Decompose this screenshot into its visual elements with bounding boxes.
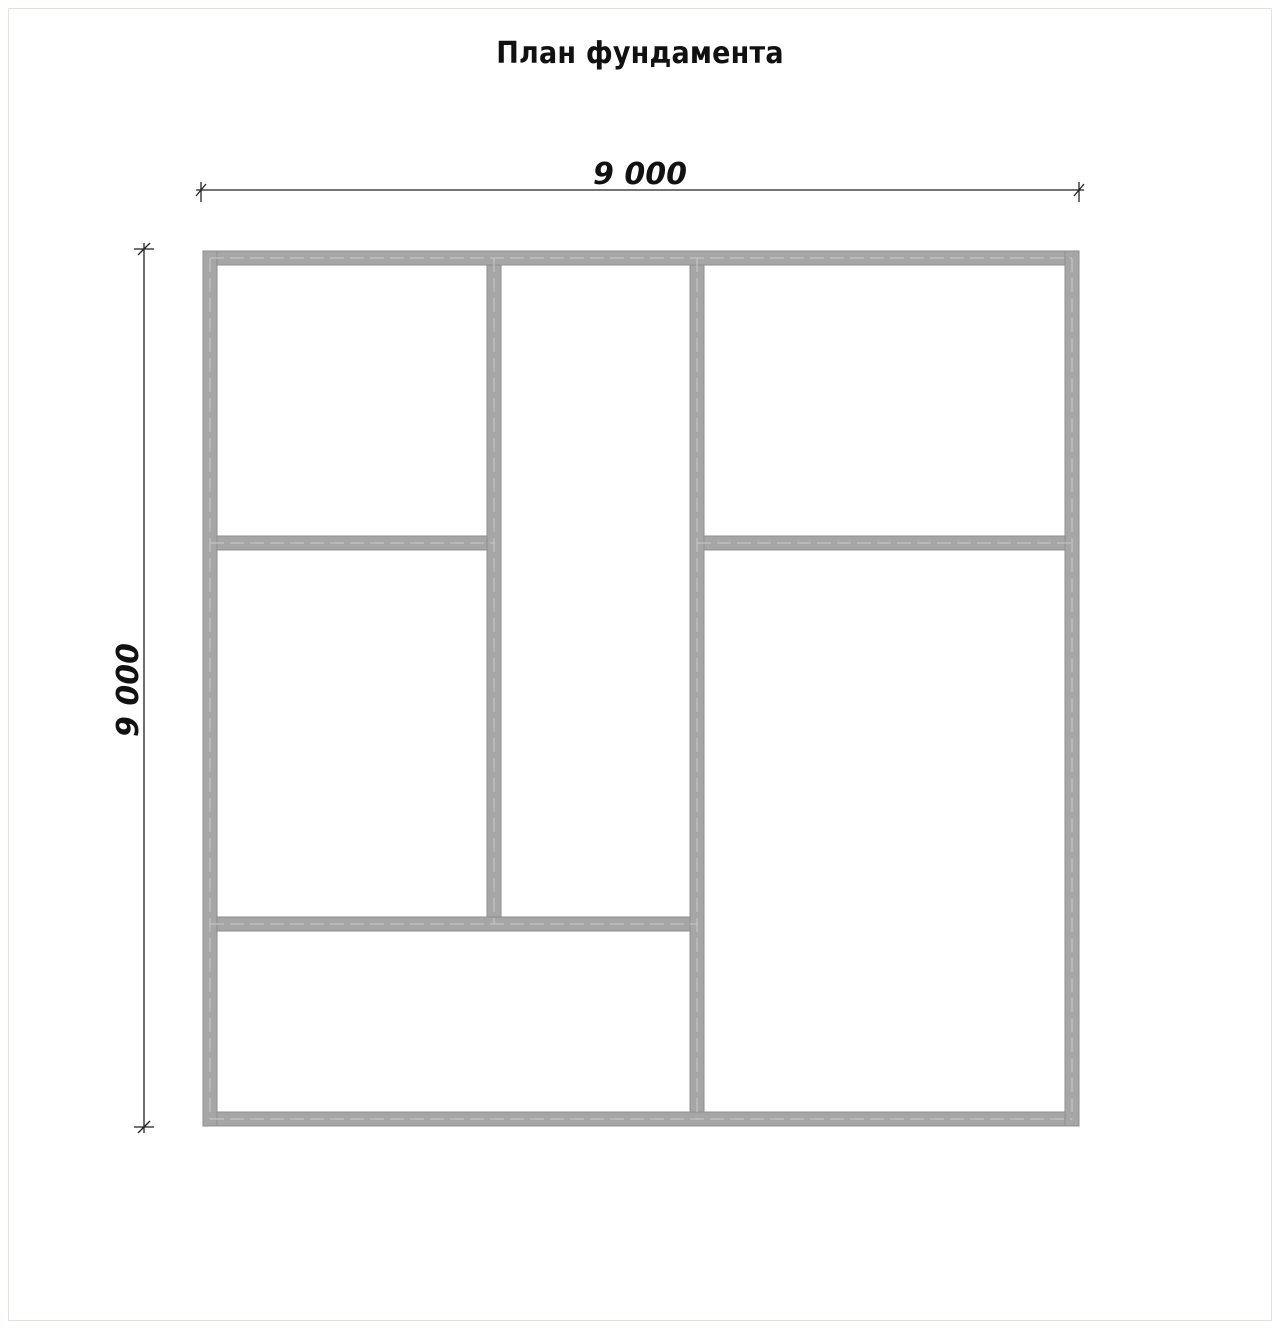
drawing-title: План фундамента [496,36,784,71]
width-dimension [196,157,1084,202]
foundation-walls [203,251,1079,1126]
width-dimension-label: 9 000 [593,157,687,192]
height-dimension-label: 9 000 [111,643,146,737]
height-dimension [111,243,154,1133]
wall-centerlines [210,258,1072,1119]
